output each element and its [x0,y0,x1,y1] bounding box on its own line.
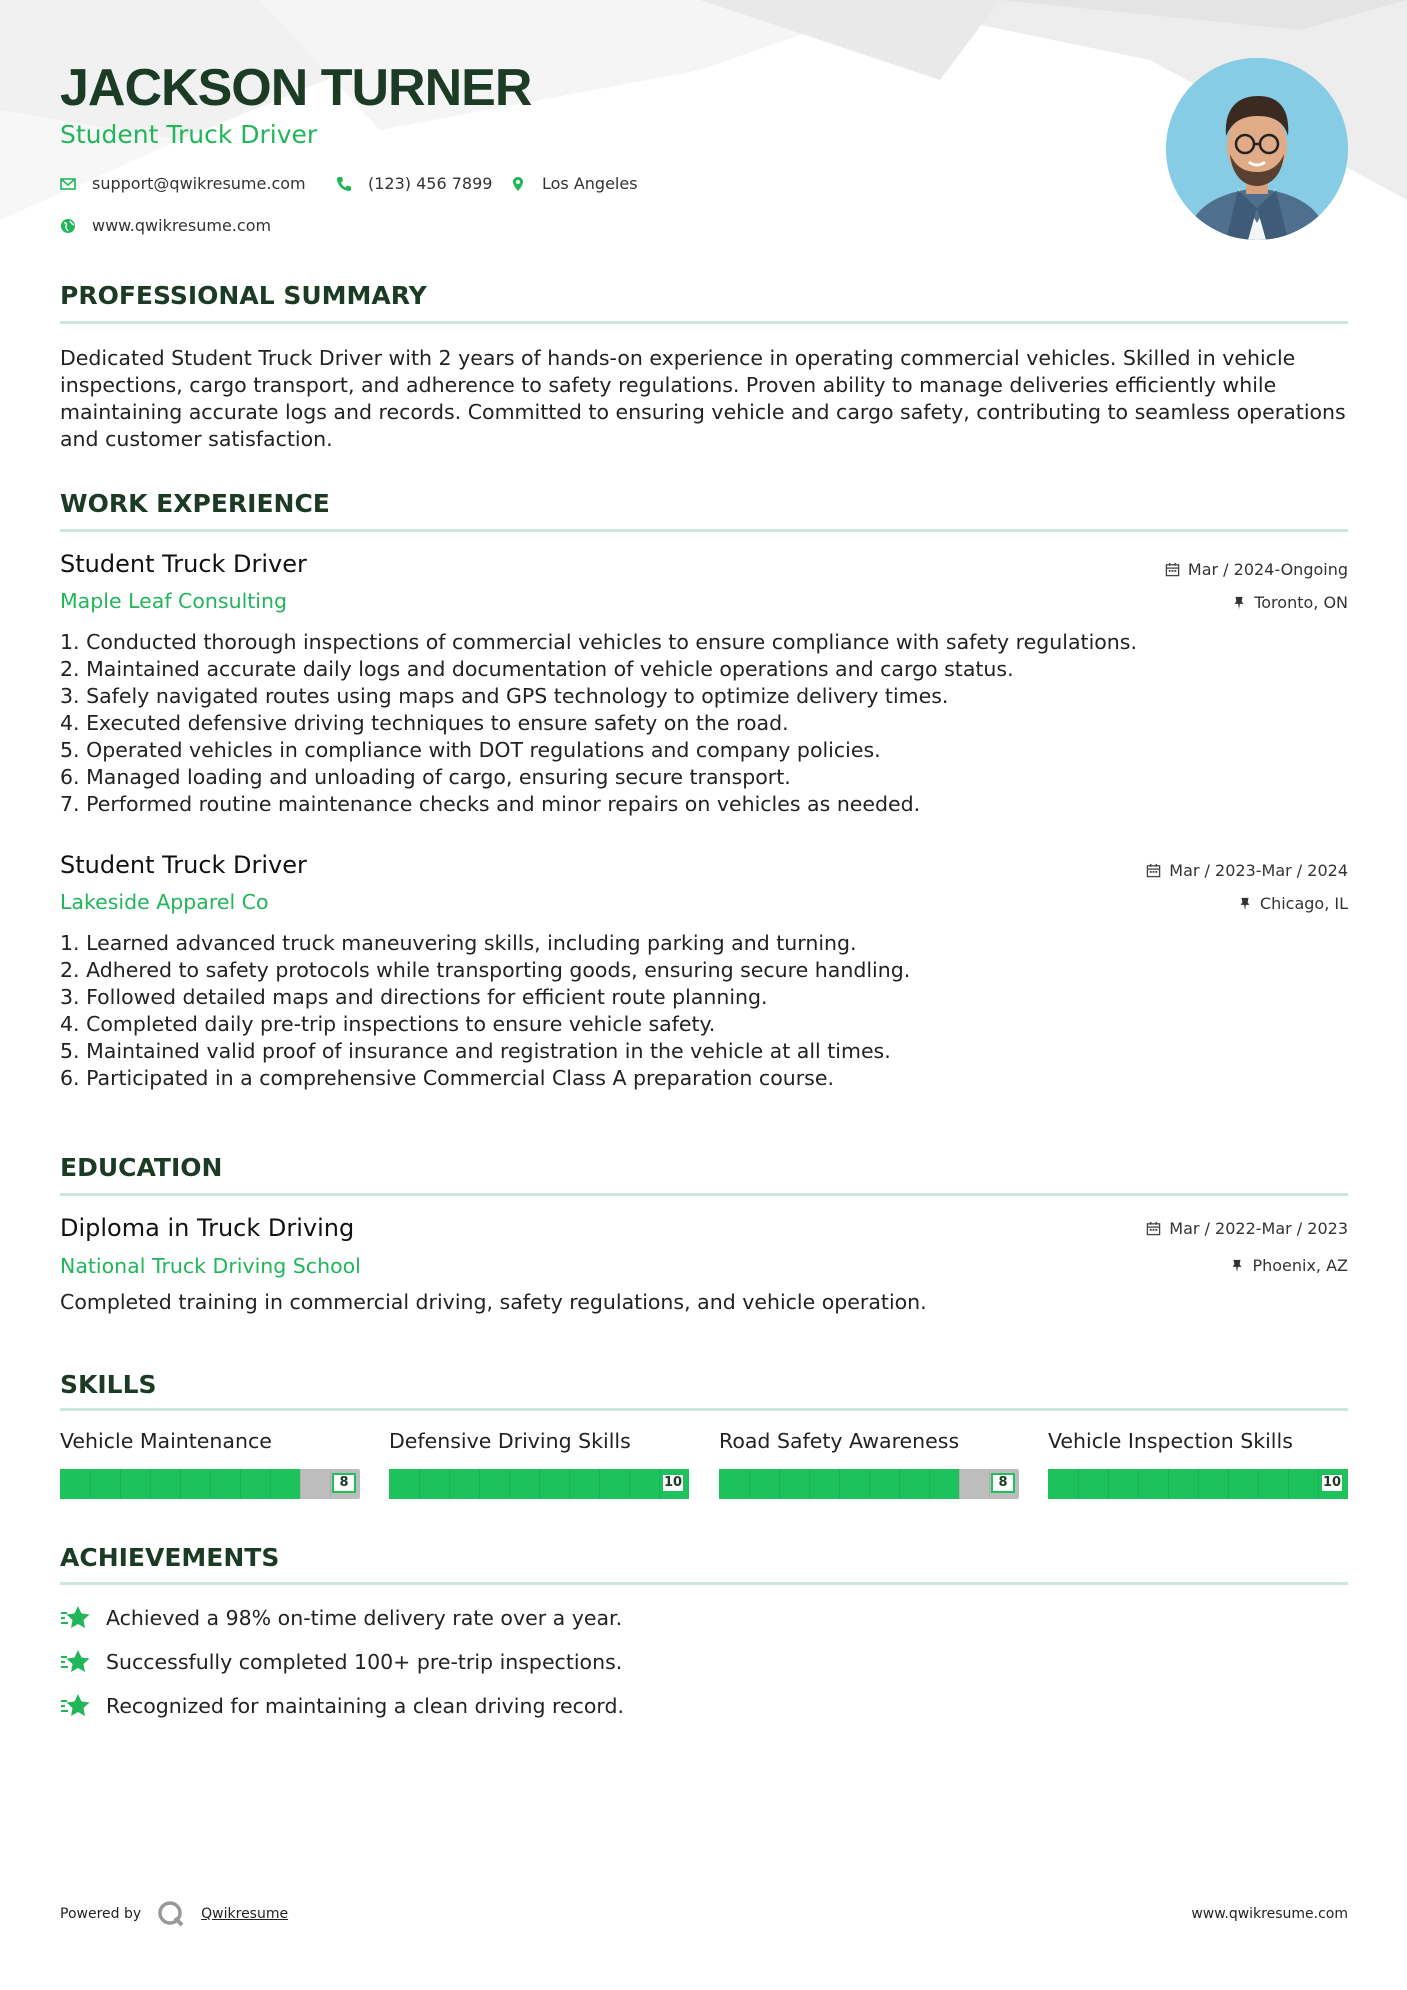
contact-location [510,174,638,193]
list-item: 3. Safely navigated routes using maps and GPS technology to optimize delivery times. [60,684,949,708]
skill-bar-segment [779,1469,780,1499]
achievement-text: Recognized for maintaining a clean driving record. [106,1694,624,1718]
skill-item [719,1429,1019,1499]
envelope-icon [60,176,76,192]
skill-bar [1048,1469,1348,1499]
candidate-role: Student Truck Driver [60,120,318,149]
achievement-item [60,1692,624,1720]
skill-item [60,1429,360,1499]
skill-score: 10 [661,1473,685,1493]
skill-bar-segment [1228,1469,1229,1499]
summary-text: Dedicated Student Truck Driver with 2 years of hands-on experience in operating commercial vehicles. Skilled in vehicle inspections, cargo transport, and adherence to safety regulations. Proven ability to manage deliveries efficiently while maintaining accurate logs and records. Committed to ensuring vehicle and cargo safety, contributing to seamless operations and customer satisfaction. [60,346,1346,451]
list-item: 7. Performed routine maintenance checks and minor repairs on vehicles as needed. [60,792,921,816]
calendar-icon [1146,1221,1161,1236]
skill-bar-segment [1138,1469,1139,1499]
skill-bar-segment [629,1469,630,1499]
skill-bar-segment [959,1469,960,1499]
skill-bar-segment [479,1469,480,1499]
skill-item [389,1429,689,1499]
skill-bar-segment [899,1469,900,1499]
list-item: 6. Participated in a comprehensive Commercial Class A preparation course. [60,1066,834,1090]
list-item: 2. Adhered to safety protocols while transporting goods, ensuring secure handling. [60,958,911,982]
skill-bar-segment [1168,1469,1169,1499]
section-divider [60,1582,1348,1585]
calendar-icon [1165,562,1180,577]
job-company: Maple Leaf Consulting [60,589,288,613]
skill-bar-segment [1288,1469,1289,1499]
section-title-education: EDUCATION [60,1153,223,1182]
phone-text: (123) 456 7899 [368,174,493,193]
email-text: support@qwikresume.com [92,174,306,193]
skill-bar-segment [120,1469,121,1499]
section-title-experience: WORK EXPERIENCE [60,489,330,518]
list-item: 2. Maintained accurate daily logs and documentation of vehicle operations and cargo status. [60,657,1014,681]
list-item: 1. Learned advanced truck maneuvering skills, including parking and turning. [60,931,857,955]
job-location-text: Chicago, IL [1259,894,1348,913]
star-icon [60,1692,92,1720]
skill-bar-segment [509,1469,510,1499]
list-item: 6. Managed loading and unloading of cargo, ensuring secure transport. [60,765,791,789]
skill-bar-segment [449,1469,450,1499]
skill-bar-segment [90,1469,91,1499]
section-divider [60,321,1348,324]
skill-bar-segment [1078,1469,1079,1499]
skill-bar-segment [1108,1469,1109,1499]
job-dates-text: Mar / 2023-Mar / 2024 [1169,861,1348,880]
skill-bar-segment [1258,1469,1259,1499]
job-location [1232,593,1348,612]
job-dates-text: Mar / 2024-Ongoing [1187,560,1348,579]
achievement-text: Achieved a 98% on-time delivery rate over a year. [106,1606,623,1630]
phone-icon [336,176,352,192]
skill-bar [60,1469,360,1499]
skill-bar-segment [1198,1469,1199,1499]
education-school: National Truck Driving School [60,1254,361,1278]
profile-photo [1166,58,1348,240]
qwikresume-logo-icon [157,1900,185,1928]
skill-bar-segment [809,1469,810,1499]
job-location-text: Toronto, ON [1254,593,1348,612]
skill-bar-segment [419,1469,420,1499]
profile-portrait [1166,58,1348,240]
skill-bar-segment [929,1469,930,1499]
list-item: 3. Followed detailed maps and directions for efficient route planning. [60,985,768,1009]
skill-bar-segment [240,1469,241,1499]
skill-bar-segment [869,1469,870,1499]
footer-brand-link[interactable]: Qwikresume [201,1906,289,1922]
skill-score: 10 [1320,1473,1344,1493]
skill-name: Vehicle Inspection Skills [1048,1429,1293,1453]
skill-bar-segment [1318,1469,1319,1499]
skill-bar [389,1469,689,1499]
education-location [1230,1256,1348,1275]
skill-bar-segment [569,1469,570,1499]
skill-bar-segment [599,1469,600,1499]
section-title-summary: PROFESSIONAL SUMMARY [60,281,427,310]
education-degree: Diploma in Truck Driving [60,1214,355,1242]
website-text: www.qwikresume.com [92,216,272,235]
skill-bar-segment [300,1469,301,1499]
skill-name: Road Safety Awareness [719,1429,960,1453]
star-icon [60,1648,92,1676]
pin-icon [1230,1259,1244,1273]
candidate-name: JACKSON TURNER [60,59,532,117]
job-bullets [60,629,1348,818]
footer-powered-by [60,1900,288,1928]
skill-bar-segment [839,1469,840,1499]
section-title-achievements: ACHIEVEMENTS [60,1543,280,1572]
skill-bar-segment [659,1469,660,1499]
skill-bar-segment [180,1469,181,1499]
education-location-text: Phoenix, AZ [1252,1256,1348,1275]
section-divider [60,1193,1348,1196]
section-title-skills: SKILLS [60,1370,157,1399]
list-item: 5. Operated vehicles in compliance with DOT regulations and company policies. [60,738,881,762]
pin-icon [1232,596,1246,610]
pin-icon [1238,897,1252,911]
skill-item [1048,1429,1348,1499]
skill-bar-segment [150,1469,151,1499]
job-title: Student Truck Driver [60,851,307,879]
skill-score: 8 [991,1473,1015,1493]
job-dates [1146,861,1348,880]
job-dates [1165,560,1348,579]
star-icon [60,1604,92,1632]
achievement-item [60,1648,622,1676]
skill-bar-segment [989,1469,990,1499]
job-location [1238,894,1348,913]
job-title: Student Truck Driver [60,550,307,578]
achievement-text: Successfully completed 100+ pre-trip inspections. [106,1650,623,1674]
powered-by-label: Powered by [60,1906,142,1922]
job-company: Lakeside Apparel Co [60,890,269,914]
list-item: 4. Completed daily pre-trip inspections to ensure vehicle safety. [60,1012,716,1036]
list-item: 4. Executed defensive driving techniques to ensure safety on the road. [60,711,789,735]
skill-bar-segment [270,1469,271,1499]
list-item: 5. Maintained valid proof of insurance and registration in the vehicle at all times. [60,1039,891,1063]
skill-name: Vehicle Maintenance [60,1429,272,1453]
section-divider [60,1408,1348,1411]
skill-bar-segment [749,1469,750,1499]
education-dates [1146,1219,1348,1238]
calendar-icon [1146,863,1161,878]
globe-icon [60,218,76,234]
contact-website[interactable] [60,216,271,235]
skill-bar [719,1469,1019,1499]
location-text: Los Angeles [542,174,638,193]
skill-score: 8 [332,1473,356,1493]
footer-url[interactable]: www.qwikresume.com [1191,1906,1348,1922]
achievement-item [60,1604,622,1632]
skill-bar-segment [210,1469,211,1499]
list-item: 1. Conducted thorough inspections of commercial vehicles to ensure compliance with safety regulations. [60,630,1137,654]
job-bullets [60,930,1348,1092]
contact-phone[interactable] [336,174,492,193]
section-divider [60,529,1348,532]
skill-bar-segment [330,1469,331,1499]
skill-name: Defensive Driving Skills [389,1429,631,1453]
education-dates-text: Mar / 2022-Mar / 2023 [1169,1219,1348,1238]
contact-email[interactable] [60,174,306,193]
education-description: Completed training in commercial driving, safety regulations, and vehicle operation. [60,1290,927,1314]
skill-bar-segment [539,1469,540,1499]
map-pin-icon [510,176,526,192]
